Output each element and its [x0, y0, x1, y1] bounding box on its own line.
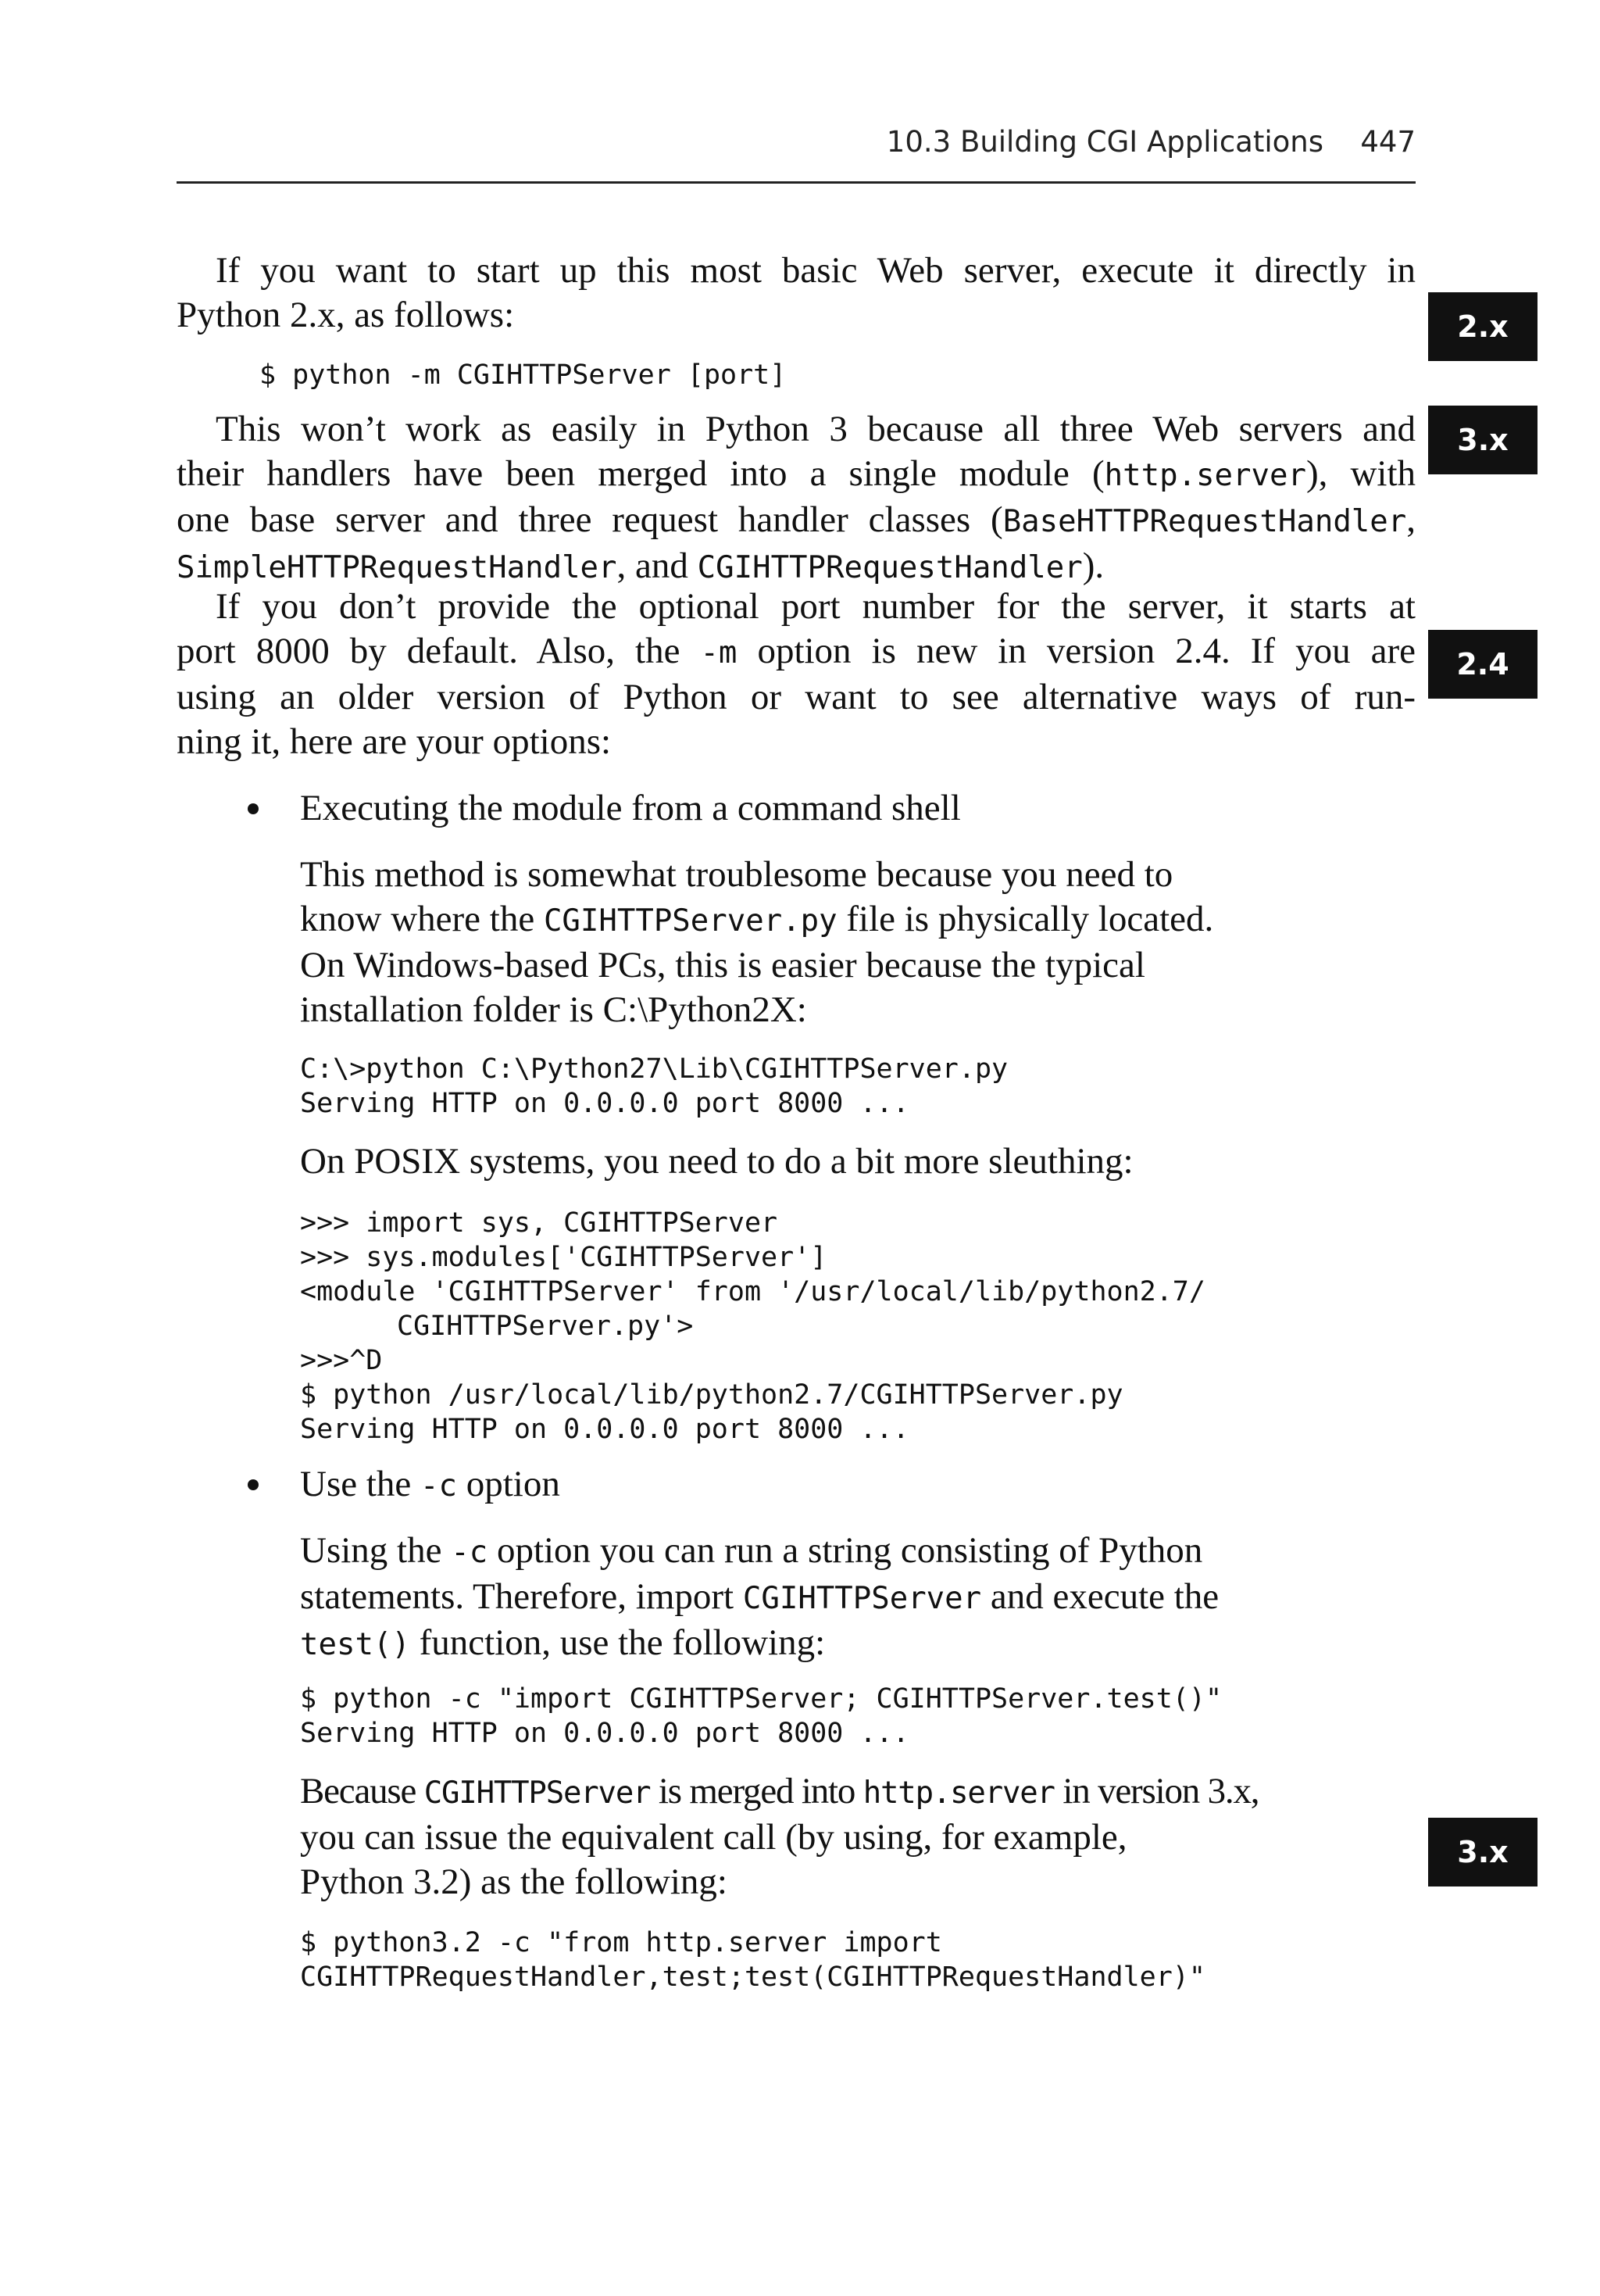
- paragraph-posix: On POSIX systems, you need to do a bit more sleuthing:: [300, 1141, 1134, 1182]
- version-badge-3x: 3.x: [1428, 406, 1538, 474]
- version-badge-3x-lower: 3.x: [1428, 1818, 1538, 1887]
- code-posix: >>> import sys, CGIHTTPServer >>> sys.modules['CGIHTTPServer'] <module 'CGIHTTPServer' from '/usr/local/lib/python2.7/ CGIHTTPServer.py'> >>>^D $ python /usr/local/lib/python2.7/CGIHTTPServer.py Serving HTTP on 0.0.0.0 port 8000 ...: [300, 1207, 1205, 1445]
- paragraph-intro: If you want to start up this most basic Web server, execute it directly in Python 2.x, as follows:: [177, 250, 1416, 335]
- version-badge-2-4: 2.4: [1428, 630, 1538, 699]
- version-badge-2x: 2.x: [1428, 292, 1538, 361]
- page-header: [177, 125, 1416, 184]
- bullet-title-c-option: Use the -c option: [300, 1464, 560, 1504]
- code-python3: $ python3.2 -c "from http.server import CGIHTTPRequestHandler,test;test(CGIHTTPRequestHandler)": [300, 1927, 1205, 1993]
- page-number: 447: [1360, 125, 1416, 159]
- paragraph-python3: This won’t work as easily in Python 3 because all three Web servers and their handlers have been merged into a single module (http.server), with one base server and three request handler classes (BaseHTTPRequestHandler, SimpleHTTPRequestHandler, and CGIHTTPRequestHandler).: [177, 409, 1416, 586]
- bullet-dot: [248, 803, 259, 814]
- paragraph-c-option: Using the -c option you can run a string consisting of Python statements. Therefore, import CGIHTTPServer and execute the test() function, use the following:: [300, 1530, 1220, 1663]
- running-title: 10.3 Building CGI Applications: [886, 125, 1323, 159]
- code-windows: C:\>python C:\Python27\Lib\CGIHTTPServer.py Serving HTTP on 0.0.0.0 port 8000 ...: [300, 1053, 1009, 1119]
- paragraph-command-shell: This method is somewhat troublesome because you need to know where the CGIHTTPServer.py file is physically located. On Windows-based PCs, this is easier because the typical installation folder is C:\Python2X:: [300, 854, 1214, 1030]
- bullet-title-command-shell: Executing the module from a command shell: [300, 788, 961, 828]
- code-run-server: $ python -m CGIHTTPServer [port]: [259, 359, 787, 391]
- code-c-option: $ python -c "import CGIHTTPServer; CGIHTTPServer.test()" Serving HTTP on 0.0.0.0 port 8000 ...: [300, 1683, 1223, 1749]
- paragraph-python3-call: Because CGIHTTPServer is merged into http.server in version 3.x, you can issue the equivalent call (by using, for example, Python 3.2) as the following:: [300, 1771, 1259, 1902]
- paragraph-options: If you don’t provide the optional port number for the server, it starts at port 8000 by default. Also, the -m option is new in version 2.4. If you are using an older version of Python or want to see alternative ways of run- ning it, here are your options:: [177, 586, 1416, 762]
- bullet-dot: [248, 1479, 259, 1490]
